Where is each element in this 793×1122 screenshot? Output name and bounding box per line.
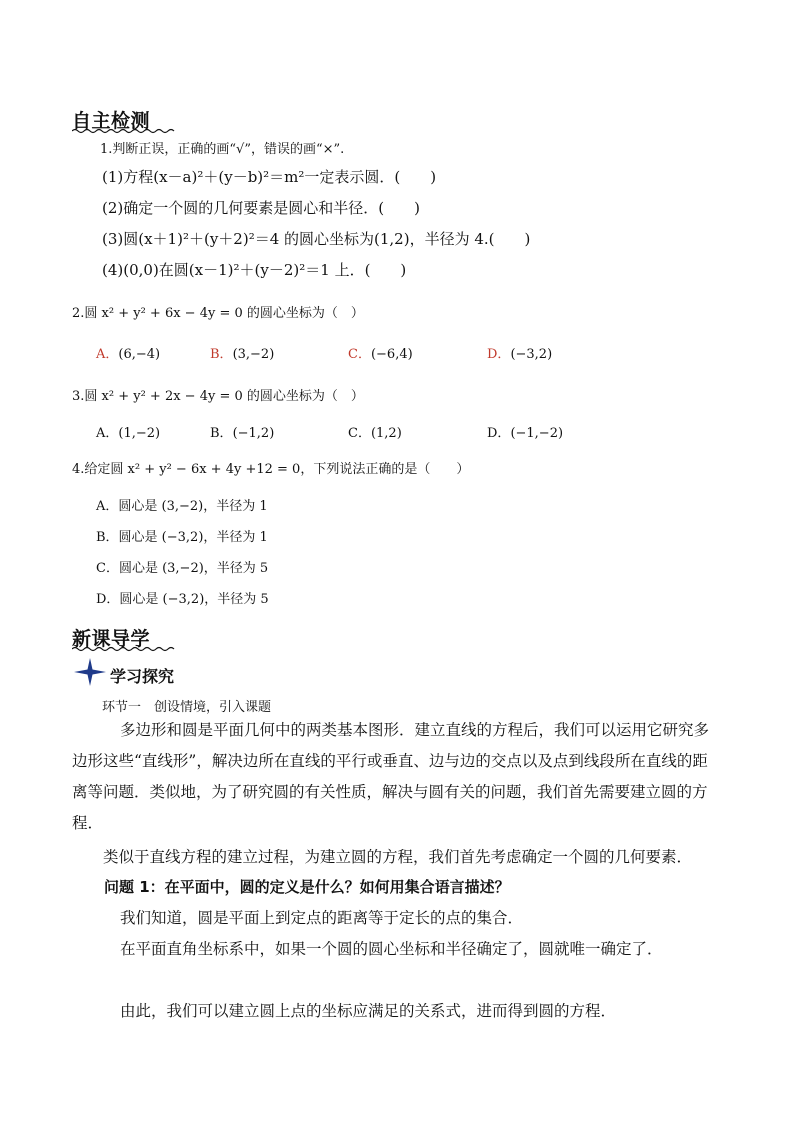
paragraph-line: 离等问题．类似地，为了研究圆的有关性质，解决与圆有关的问题，我们首先需要建立圆的方 — [72, 783, 708, 801]
q1-item-1: (1)方程(x－a)²＋(y－b)²＝m²一定表示圆．( ) — [102, 168, 437, 186]
option-value: (6,−4) — [118, 347, 161, 362]
wavy-underline — [72, 128, 176, 134]
q3-option-b — [210, 422, 274, 441]
q2-option-d — [487, 343, 552, 362]
option-letter: B． — [210, 347, 233, 362]
wavy-underline — [72, 646, 176, 652]
question-1: 问题 1：在平面中，圆的定义是什么？如何用集合语言描述？ — [104, 878, 510, 896]
q4-option-d: D．圆心是 (−3,2)，半径为 5 — [96, 592, 269, 607]
q1-item-3: (3)圆(x＋1)²＋(y＋2)²＝4 的圆心坐标为(1,2)，半径为 4.( ) — [102, 230, 531, 248]
q4-option-c: C．圆心是 (3,−2)，半径为 5 — [96, 561, 269, 576]
option-value: (−1,−2) — [510, 426, 564, 441]
q1-item-4: (4)(0,0)在圆(x－1)²＋(y－2)²＝1 上．( ) — [102, 261, 407, 279]
q4-option-a: A．圆心是 (3,−2)，半径为 1 — [96, 499, 268, 514]
option-value: (1,−2) — [118, 426, 161, 441]
option-letter: D． — [487, 426, 511, 441]
option-value: (−1,2) — [232, 426, 275, 441]
option-letter: C． — [348, 426, 371, 441]
q1-item-2: (2)确定一个圆的几何要素是圆心和半径．( ) — [102, 199, 420, 217]
section-title-new-lesson: 新课导学 — [72, 628, 151, 650]
q1-prompt: 1.判断正误，正确的画“√”，错误的画“×”. — [100, 142, 345, 157]
q3-option-d — [487, 422, 563, 441]
paragraph: 由此，我们可以建立圆上点的坐标应满足的关系式，进而得到圆的方程． — [120, 1002, 617, 1020]
q3-prompt: 3.圆 x² + y² + 2x − 4y = 0 的圆心坐标为（ ） — [72, 389, 364, 404]
step-label: 环节一 创设情境，引入课题 — [102, 700, 272, 715]
q4-prompt: 4.给定圆 x² + y² − 6x + 4y +12 = 0，下列说法正确的是（ ） — [72, 462, 470, 477]
paragraph-line: 多边形和圆是平面几何中的两类基本图形．建立直线的方程后，我们可以运用它研究多 — [120, 721, 710, 739]
paragraph-line: 边形这些“直线形”，解决边所在直线的平行或垂直、边与边的交点以及点到线段所在直线的距 — [72, 752, 708, 770]
option-letter: D． — [487, 347, 511, 362]
paragraph: 类似于直线方程的建立过程，为建立圆的方程，我们首先考虑确定一个圆的几何要素． — [103, 848, 693, 866]
q2-option-b — [210, 343, 274, 362]
option-letter: A． — [96, 347, 119, 362]
section-title-self-check: 自主检测 — [72, 110, 151, 132]
option-letter: C． — [348, 347, 371, 362]
option-value: (1,2) — [370, 426, 402, 441]
q2-option-c — [348, 343, 413, 362]
q2-prompt: 2.圆 x² + y² + 6x − 4y = 0 的圆心坐标为（ ） — [72, 306, 364, 321]
paragraph-line: 程． — [72, 814, 104, 832]
option-value: (−3,2) — [510, 347, 553, 362]
paragraph: 我们知道，圆是平面上到定点的距离等于定长的点的集合． — [120, 909, 524, 927]
q2-option-a — [96, 343, 160, 362]
q3-option-c — [348, 422, 402, 441]
four-point-star-icon — [74, 658, 106, 686]
q3-option-a — [96, 422, 160, 441]
option-value: (−6,4) — [370, 347, 413, 362]
paragraph: 在平面直角坐标系中，如果一个圆的圆心坐标和半径确定了，圆就唯一确定了． — [120, 940, 663, 958]
subsection-title: 学习探究 — [110, 667, 175, 686]
option-letter: A． — [96, 426, 119, 441]
option-letter: B． — [210, 426, 233, 441]
q4-option-b: B．圆心是 (−3,2)，半径为 1 — [96, 530, 268, 545]
option-value: (3,−2) — [232, 347, 275, 362]
